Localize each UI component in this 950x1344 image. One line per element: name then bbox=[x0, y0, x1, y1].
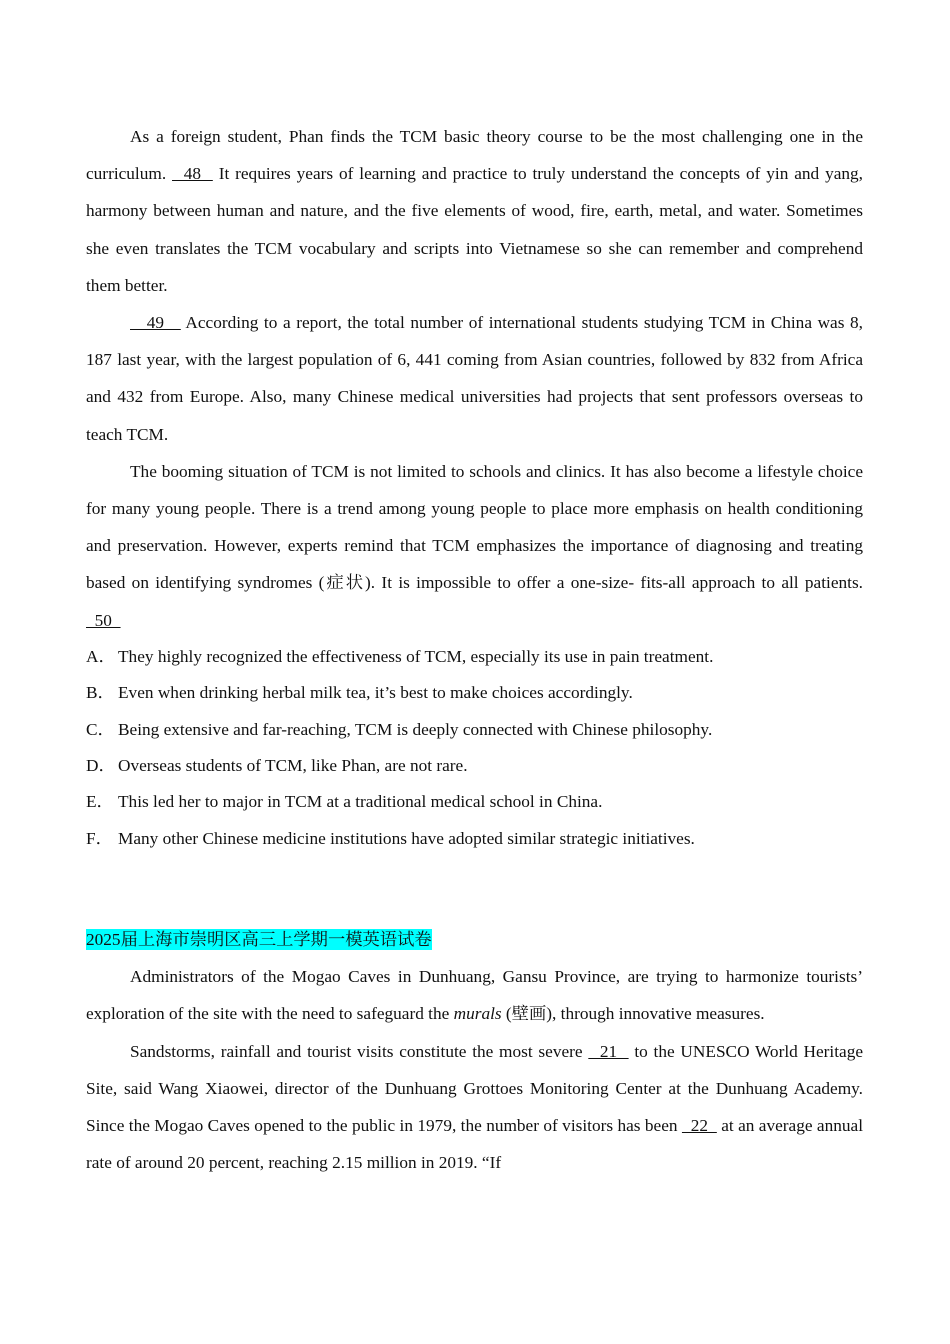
paragraph-phan-course bbox=[86, 118, 863, 304]
option-c bbox=[86, 712, 863, 748]
blank-22: 22 bbox=[681, 1116, 717, 1136]
option-letter: D． bbox=[86, 756, 116, 776]
blank-49: 49 bbox=[130, 313, 181, 333]
blank-21: 21 bbox=[588, 1041, 629, 1061]
paragraph-text: at an average annual rate of around 20 percent, reaching 2.15 million in 2019. “If bbox=[86, 1116, 863, 1173]
option-text: Overseas students of TCM, like Phan, are not rare. bbox=[118, 756, 468, 776]
exam-source-heading bbox=[86, 921, 863, 958]
section-spacer bbox=[86, 857, 863, 921]
option-text: This led her to major in TCM at a traditional medical school in China. bbox=[118, 792, 603, 812]
blank-48: 48 bbox=[172, 164, 213, 184]
option-letter: C． bbox=[86, 719, 115, 739]
option-f bbox=[86, 821, 863, 857]
paragraph-text: According to a report, the total number of international students studying TCM in China was 8, 187 last year, with the largest population of 6, 441 coming from Asian countries, followed by 832 from Africa and 432 from Europe. Also, many Chinese medical universities had projects that sent professors overseas to teach TCM. bbox=[86, 313, 863, 444]
option-d bbox=[86, 748, 863, 784]
document-page bbox=[86, 118, 863, 1182]
paragraph-text: The booming situation of TCM is not limited to schools and clinics. It has also become a lifestyle choice for many young people. There is a trend among young people to place more emphasis on health conditioning and preservation. However, experts remind that TCM emphasizes the importance of diagnosing and treating based on identifying syndromes (症状). It is impossible to offer a one-size- fits-all approach to all patients. bbox=[86, 461, 863, 593]
option-e bbox=[86, 784, 863, 820]
blank-50: 50 bbox=[86, 610, 121, 630]
option-text: Even when drinking herbal milk tea, it’s best to make choices accordingly. bbox=[118, 683, 633, 703]
paragraph-text: Sandstorms, rainfall and tourist visits constitute the most severe bbox=[130, 1041, 589, 1061]
option-letter: F． bbox=[86, 828, 113, 848]
option-a bbox=[86, 639, 863, 675]
option-letter: A． bbox=[86, 646, 116, 666]
option-text: They highly recognized the effectiveness of TCM, especially its use in pain treatment. bbox=[118, 646, 714, 666]
option-letter: B． bbox=[86, 683, 115, 703]
paragraph-text: (壁画), through innovative measures. bbox=[501, 1004, 765, 1024]
options-list bbox=[86, 639, 863, 857]
paragraph-text: As a foreign student, Phan finds the TCM basic theory course to be the most challenging one in the curriculum. bbox=[86, 127, 863, 184]
option-text: Many other Chinese medicine institutions have adopted similar strategic initiatives. bbox=[118, 828, 695, 848]
paragraph-text: It requires years of learning and practice to truly understand the concepts of yin and yang, harmony between human and nature, and the five elements of wood, fire, earth, metal, and water. Sometimes she even translates the TCM vocabulary and scripts into Vietnamese so she can remember and comprehend them better. bbox=[86, 164, 863, 295]
option-letter: E． bbox=[86, 792, 114, 812]
paragraph-threats bbox=[86, 1033, 863, 1182]
italic-term: murals bbox=[453, 1004, 502, 1024]
highlighted-heading: 2025届上海市崇明区高三上学期一模英语试卷 bbox=[86, 930, 432, 950]
paragraph-booming-tcm bbox=[86, 453, 863, 639]
paragraph-international-students bbox=[86, 304, 863, 453]
paragraph-text: to the UNESCO World Heritage Site, said Wang Xiaowei, director of the Dunhuang Grottoes Monitoring Center at the Dunhuang Academy. Since the Mogao Caves opened to the public in 1979, the number of visitors has been bbox=[86, 1041, 864, 1136]
paragraph-mogao-intro bbox=[86, 958, 863, 1032]
option-text: Being extensive and far-reaching, TCM is deeply connected with Chinese philosophy. bbox=[118, 719, 713, 739]
option-b bbox=[86, 675, 863, 711]
paragraph-text: Administrators of the Mogao Caves in Dunhuang, Gansu Province, are trying to harmonize tourists’ exploration of the site with the need to safeguard the bbox=[86, 967, 863, 1024]
